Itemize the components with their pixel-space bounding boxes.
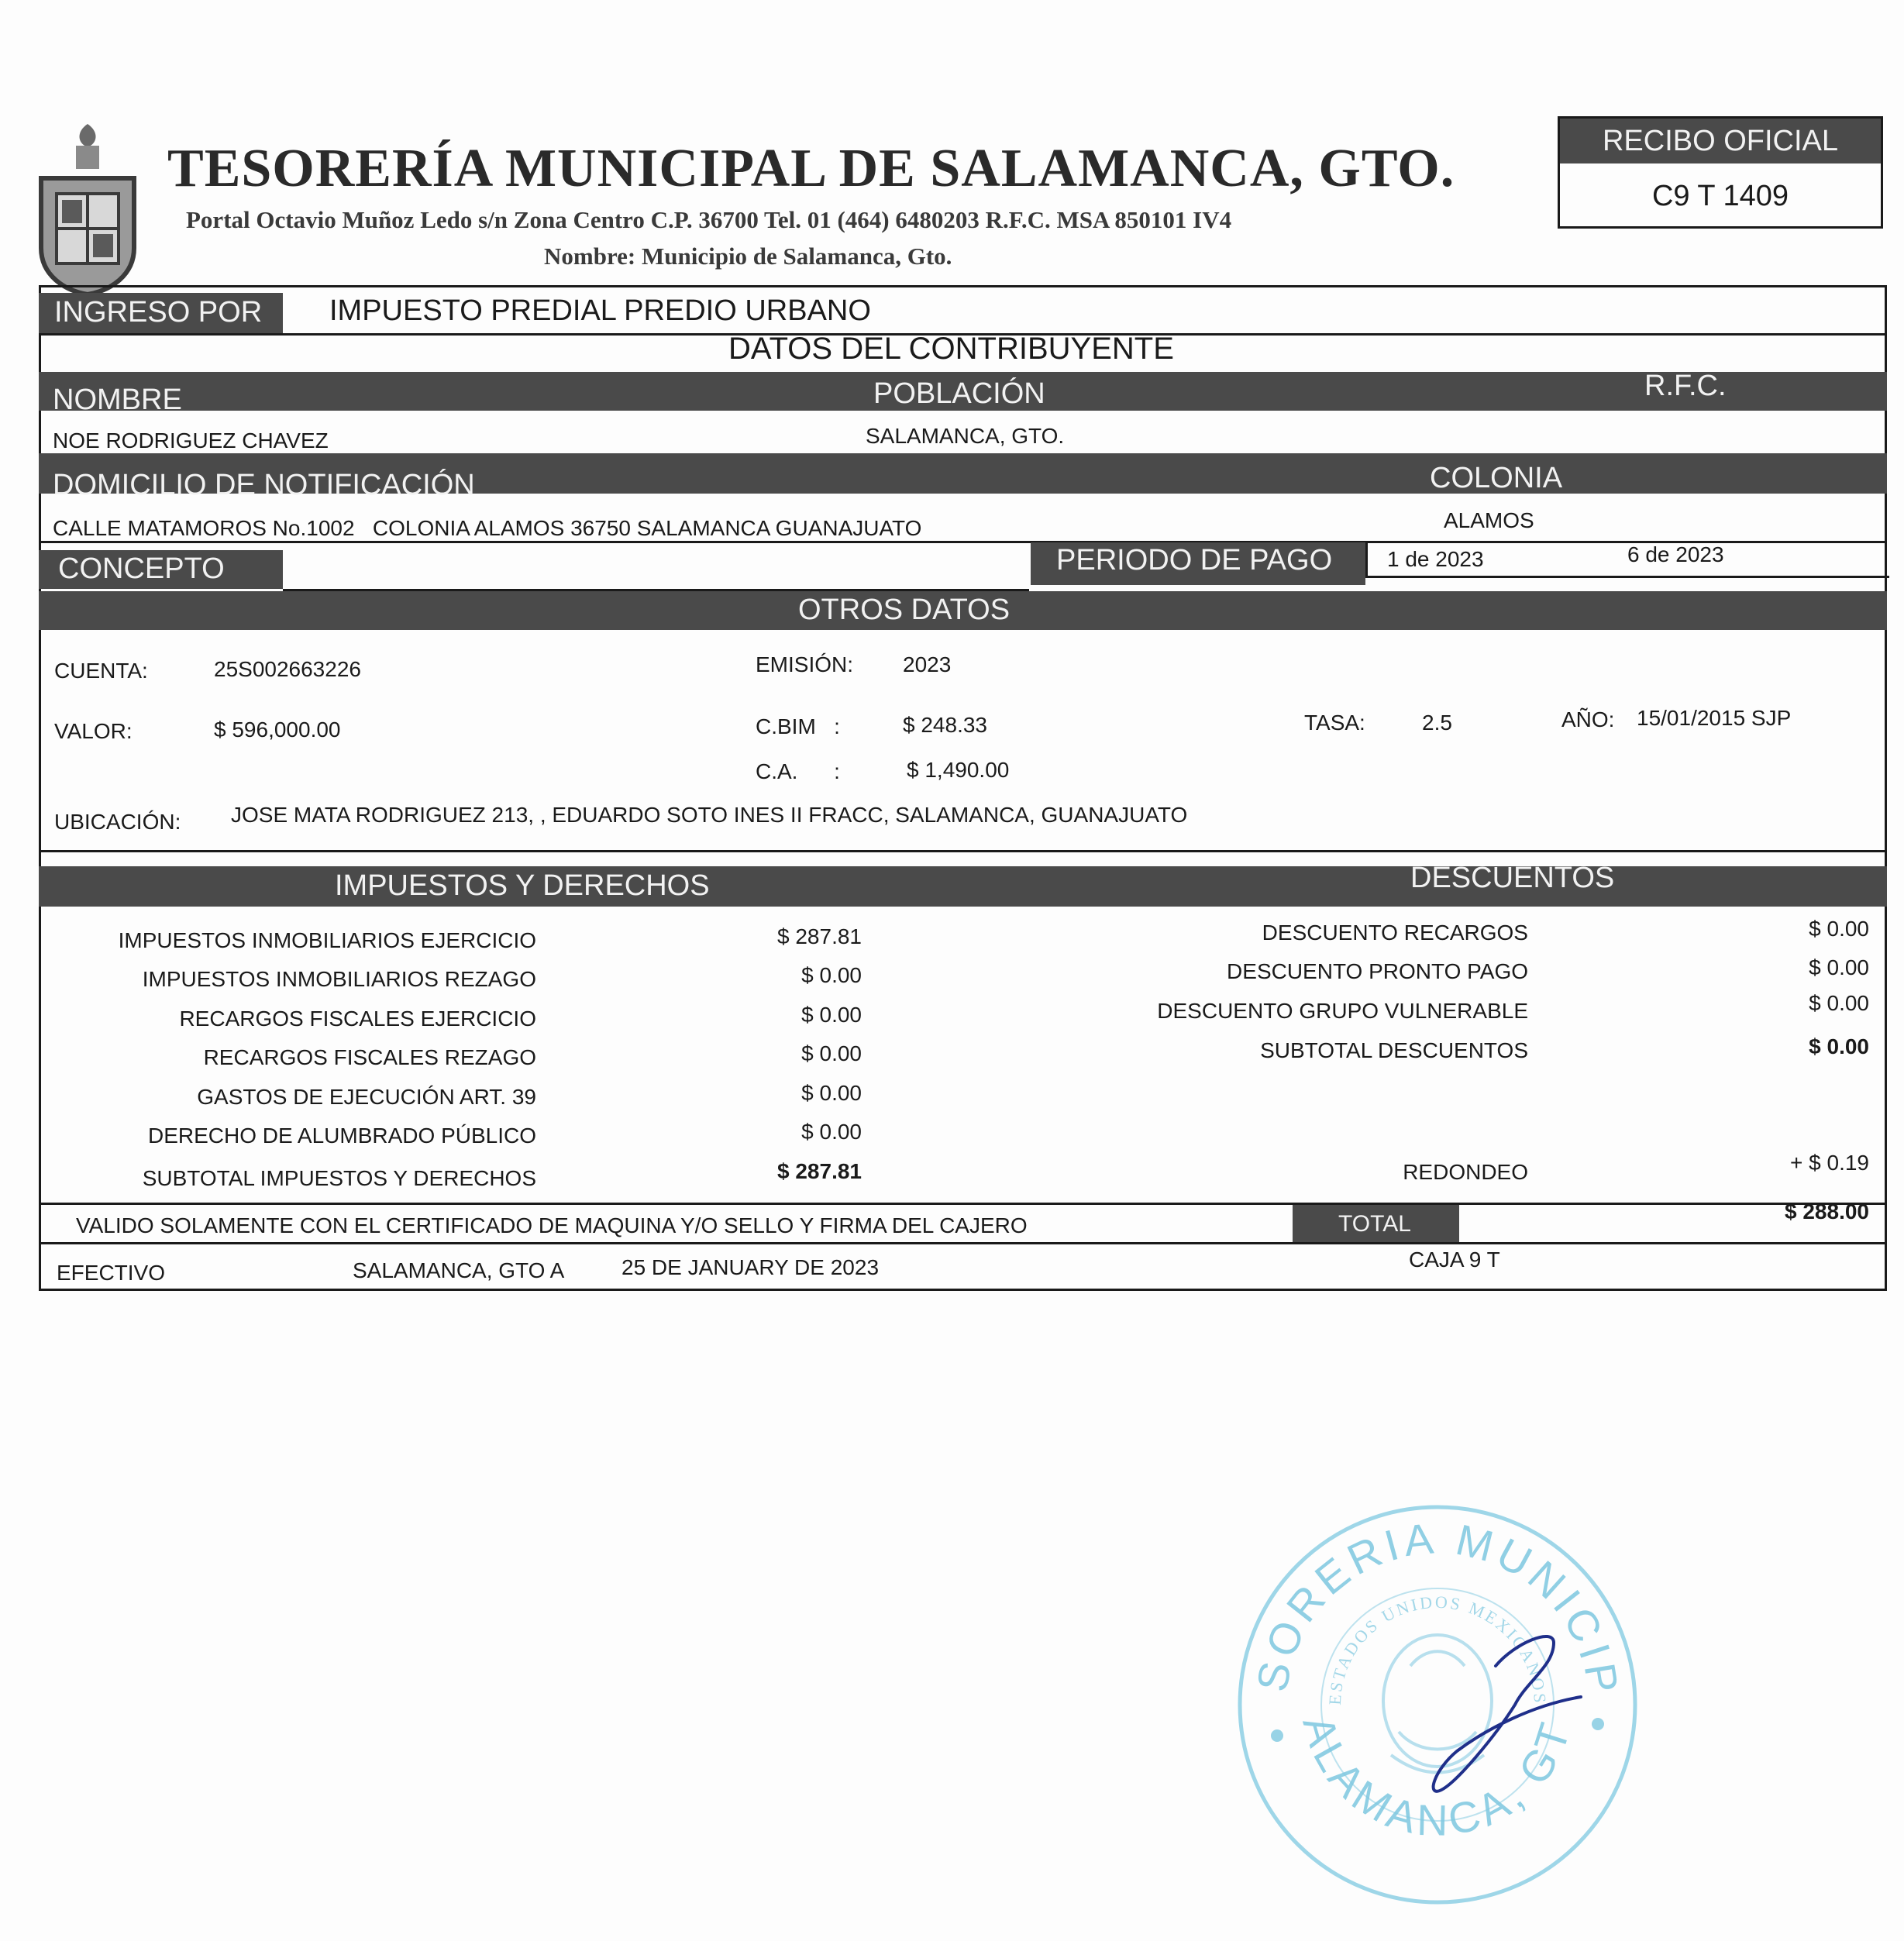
header-address: Portal Octavio Muñoz Ledo s/n Zona Centro C.P. 36700 Tel. 01 (464) 6480203 R.F.C. MSA 850101 IV4 [186,206,1232,233]
page-title: TESORERÍA MUNICIPAL DE SALAMANCA, GTO. [167,139,1455,198]
impuesto-amount: $ 0.00 [801,1081,862,1105]
ingreso-label: INGRESO POR [54,296,263,329]
payment-date: 25 DE JANUARY DE 2023 [621,1255,880,1279]
divider [39,1203,1887,1205]
cuenta-value: 25S002663226 [214,657,361,681]
ca-value: $ 1,490.00 [907,758,1010,782]
receipt-label: RECIBO OFICIAL [1560,119,1881,163]
descuento-amount: $ 0.00 [1809,917,1869,941]
periodo-hasta: 6 de 2023 [1627,542,1724,566]
colonia-value: ALAMOS [1444,508,1534,532]
anio-label: AÑO: [1561,707,1615,731]
ubicacion-value: JOSE MATA RODRIGUEZ 213, , EDUARDO SOTO INES II FRACC, SALAMANCA, GUANAJUATO [231,803,1188,827]
impuesto-amount: $ 0.00 [801,1003,862,1027]
emision-label: EMISIÓN: [756,652,854,676]
impuesto-amount: $ 287.81 [777,924,862,948]
receipt-number: C9 T 1409 [1651,180,1789,212]
cbim-value: $ 248.33 [903,713,987,737]
impuesto-label: RECARGOS FISCALES EJERCICIO [179,1007,536,1031]
descuento-label: DESCUENTO RECARGOS [1262,921,1528,945]
impuestos-title: IMPUESTOS Y DERECHOS [335,869,710,902]
nombre-label: NOMBRE [53,384,182,416]
caja: CAJA 9 T [1409,1248,1500,1272]
valor-value: $ 596,000.00 [214,718,341,742]
nombre-value: NOE RODRIGUEZ CHAVEZ [53,428,329,453]
validity-note: VALIDO SOLAMENTE CON EL CERTIFICADO DE MAQUINA Y/O SELLO Y FIRMA DEL CAJERO [76,1213,1028,1237]
impuestos-subtotal-amount: $ 287.81 [777,1159,862,1183]
periodo-label: PERIODO DE PAGO [1056,544,1333,576]
valor-label: VALOR: [54,719,133,743]
domicilio-value: CALLE MATAMOROS No.1002 COLONIA ALAMOS 36750 SALAMANCA GUANAJUATO [53,516,922,540]
redondeo-amount: + $ 0.19 [1790,1151,1869,1175]
tasa-label: TASA: [1304,711,1365,735]
impuestos-subtotal-label: SUBTOTAL IMPUESTOS Y DERECHOS [142,1166,536,1190]
stamp-inner-text: ESTADOS UNIDOS MEXICANOS [1324,1592,1551,1706]
total-label: TOTAL [1338,1211,1411,1237]
otros-title: OTROS DATOS [798,594,1011,626]
descuento-label: DESCUENTO PRONTO PAGO [1227,959,1528,983]
impuesto-label: DERECHO DE ALUMBRADO PÚBLICO [148,1124,536,1148]
poblacion-value: SALAMANCA, GTO. [866,424,1065,448]
descuentos-title: DESCUENTOS [1410,862,1615,894]
periodo-desde: 1 de 2023 [1387,547,1484,571]
colonia-label: COLONIA [1430,462,1563,494]
ingreso-value: IMPUESTO PREDIAL PREDIO URBANO [329,294,871,327]
stamp-top-text: SORERIA MUNICIP [1247,1513,1629,1698]
poblacion-label: POBLACIÓN [873,377,1045,410]
impuesto-amount: $ 0.00 [801,963,862,987]
emision-value: 2023 [903,652,952,676]
impuesto-label: RECARGOS FISCALES REZAGO [203,1045,536,1069]
ca-label: C.A. : [756,759,840,783]
contribuyente-title: DATOS DEL CONTRIBUYENTE [728,332,1174,366]
domicilio-label: DOMICILIO DE NOTIFICACIÓN [53,469,475,501]
impuesto-amount: $ 0.00 [801,1120,862,1144]
receipt-box [1558,116,1883,229]
descuento-amount: $ 0.00 [1809,991,1869,1015]
cbim-label: C.BIM : [756,714,840,738]
impuesto-label: IMPUESTOS INMOBILIARIOS EJERCICIO [118,928,536,952]
descuento-amount: $ 0.00 [1809,955,1869,979]
payment-method: EFECTIVO [57,1261,166,1285]
cuenta-label: CUENTA: [54,659,148,683]
anio-value: 15/01/2015 SJP [1637,706,1792,730]
ubicacion-label: UBICACIÓN: [54,810,181,834]
header-name-line: Nombre: Municipio de Salamanca, Gto. [544,243,952,270]
stamp-bottom-text: ALAMANCA, GT [1293,1710,1581,1845]
coat-of-arms-icon [29,124,146,294]
concepto-value-box [283,550,1029,591]
tasa-value: 2.5 [1422,711,1452,735]
rfc-label: R.F.C. [1644,370,1727,402]
descuento-label: DESCUENTO GRUPO VULNERABLE [1157,999,1528,1023]
impuesto-label: IMPUESTOS INMOBILIARIOS REZAGO [142,967,536,991]
redondeo-label: REDONDEO [1403,1160,1528,1184]
concepto-label: CONCEPTO [58,552,225,585]
divider [39,1242,1887,1244]
payment-place: SALAMANCA, GTO A [353,1258,565,1282]
impuesto-label: GASTOS DE EJECUCIÓN ART. 39 [197,1085,536,1109]
impuesto-amount: $ 0.00 [801,1041,862,1065]
descuentos-subtotal-amount: $ 0.00 [1809,1034,1869,1058]
divider [39,850,1887,852]
signature-icon [1379,1612,1612,1813]
total-amount: $ 288.00 [1785,1199,1869,1223]
descuentos-subtotal-label: SUBTOTAL DESCUENTOS [1260,1038,1528,1062]
